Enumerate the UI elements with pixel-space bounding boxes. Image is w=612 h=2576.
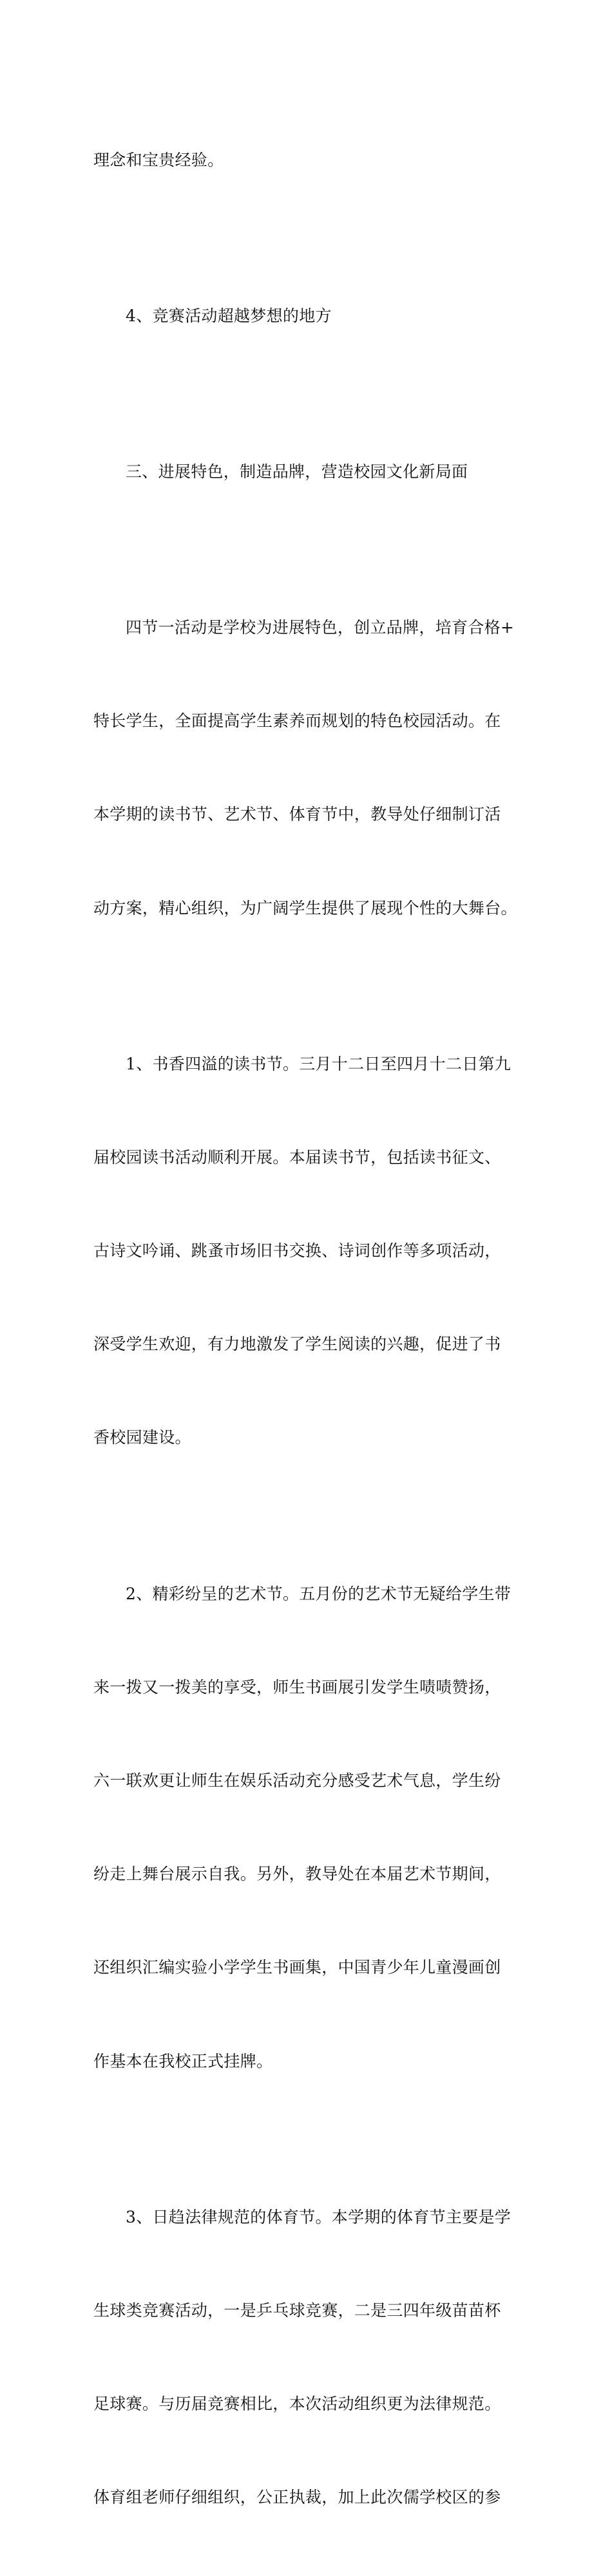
text-line: 4、竞赛活动超越梦想的地方 — [126, 306, 332, 325]
text-line: 1、书香四溢的读书节。三月十二日至四月十二日第九 — [126, 1054, 512, 1073]
text-line: 三、进展特色，制造品牌，营造校园文化新局面 — [126, 462, 468, 481]
paragraph-1 — [93, 82, 519, 238]
text-line: 理念和宝贵经验。 — [93, 150, 224, 169]
text-line: 足球赛。与历届竞赛相比，本次活动组织更为法律规范。 — [93, 2394, 501, 2414]
text-line: 3、日趋法律规范的体育节。本学期的体育节主要是学 — [126, 2207, 512, 2226]
text-line: 动方案，精心组织，为广阔学生提供了展现个性的大舞台。 — [93, 898, 517, 917]
text-line: 生球类竞赛活动，一是乒乓球竞赛，二是三四年级苗苗杯 — [93, 2300, 501, 2320]
document-body — [93, 82, 519, 2576]
paragraph-7 — [93, 2139, 519, 2576]
text-line: 2、精彩纷呈的艺术节。五月份的艺术节无疑给学生带 — [126, 1584, 512, 1603]
text-line: 四节一活动是学校为进展特色，创立品牌，培育合格+ — [126, 617, 515, 637]
paragraph-4 — [93, 550, 519, 986]
text-line: 古诗文吟诵、跳蚤市场旧书交换、诗词创作等多项活动， — [93, 1241, 501, 1261]
text-line: 纷走上舞台展示自我。另外，教导处在本届艺术节期间， — [93, 1865, 501, 1884]
text-line: 体育组老师仔细组织，公正执裁，加上此次儒学校区的参 — [93, 2488, 501, 2507]
paragraph-2 — [93, 238, 519, 394]
text-line: 作基本在我校正式挂牌。 — [93, 2051, 273, 2071]
text-line: 本学期的读书节、艺术节、体育节中，教导处仔细制订活 — [93, 805, 501, 824]
text-line: 届校园读书活动顺利开展。本届读书节，包括读书征文、 — [93, 1147, 501, 1167]
text-line: 香校园建设。 — [93, 1428, 191, 1447]
paragraph-5 — [93, 986, 519, 1516]
text-line: 六一联欢更让师生在娱乐活动充分感受艺术气息，学生纷 — [93, 1771, 501, 1790]
text-line: 来一拨又一拨美的享受，师生书画展引发学生啧啧赞扬， — [93, 1677, 501, 1697]
section-heading — [93, 394, 519, 550]
text-line: 还组织汇编实验小学学生书画集，中国青少年儿童漫画创 — [93, 1958, 501, 1977]
text-line: 特长学生，全面提高学生素养而规划的特色校园活动。在 — [93, 711, 501, 731]
paragraph-6 — [93, 1516, 519, 2139]
text-line: 深受学生欢迎，有力地激发了学生阅读的兴趣，促进了书 — [93, 1335, 501, 1354]
